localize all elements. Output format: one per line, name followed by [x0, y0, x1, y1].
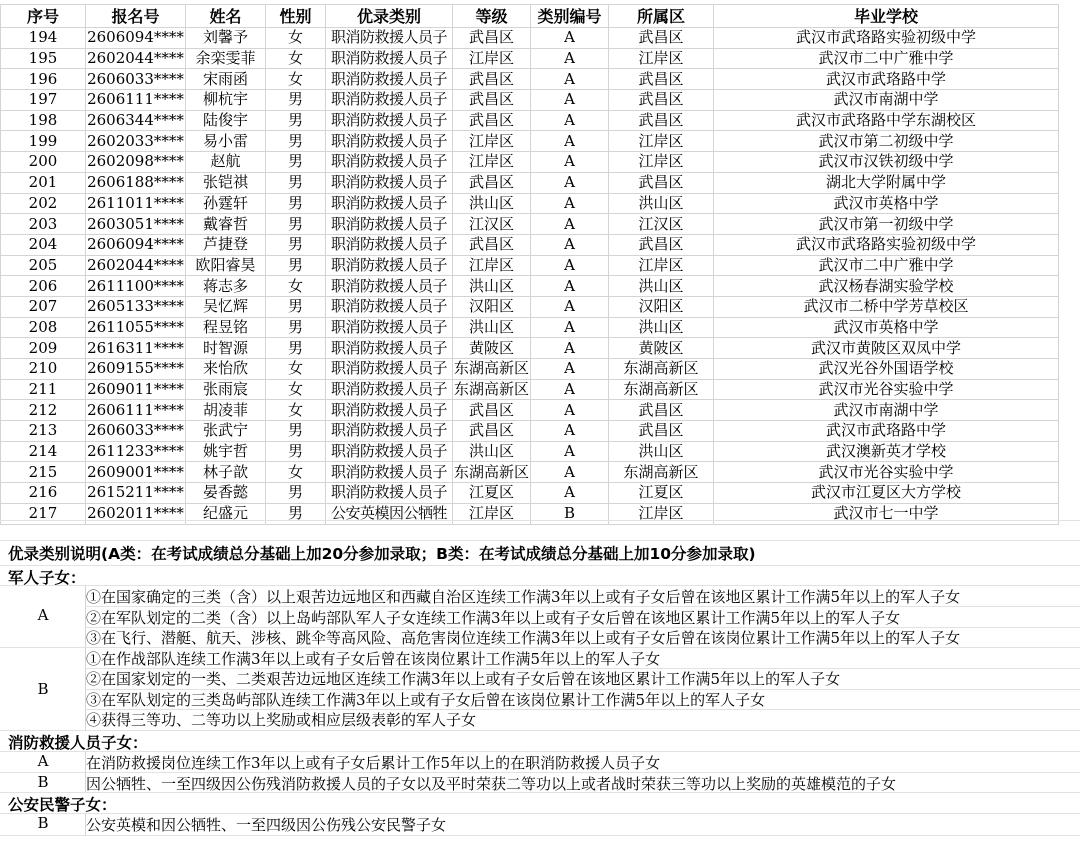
table-cell: 纪盛元 — [186, 503, 266, 524]
table-cell: 陆俊宇 — [186, 110, 266, 131]
notes-title: 优录类别说明(A类：在考试成绩总分基础上加20分参加录取；B类：在考试成绩总分基础上加10分参加录取) — [8, 545, 756, 563]
table-cell: A — [531, 379, 609, 400]
table-cell: A — [531, 193, 609, 214]
table-cell: A — [531, 48, 609, 69]
table-header-row — [1, 5, 1059, 28]
table-cell: 张铠祺 — [186, 172, 266, 193]
table-cell: 职消防救援人员子 — [326, 28, 453, 49]
table-cell: A — [531, 172, 609, 193]
table-cell: 200 — [1, 152, 86, 173]
table-cell: 职消防救援人员子 — [326, 483, 453, 504]
table-cell: 男 — [266, 441, 326, 462]
table-cell: 196 — [1, 69, 86, 90]
table-cell: 江岸区 — [609, 152, 714, 173]
table-cell: 江岸区 — [453, 503, 531, 524]
table-cell: 201 — [1, 172, 86, 193]
table-row — [1, 193, 1059, 214]
enrollment-table — [0, 4, 1059, 525]
table-cell: 214 — [1, 441, 86, 462]
table-row — [1, 379, 1059, 400]
table-cell: 武汉市南湖中学 — [714, 400, 1059, 421]
military-b-line: ③在军队划定的三类岛屿部队连续工作满3年以上或有子女后曾在该岗位累计工作满5年以上的军人子女 — [86, 691, 766, 709]
table-cell: 213 — [1, 421, 86, 442]
table-cell: 男 — [266, 193, 326, 214]
table-cell: 武昌区 — [609, 90, 714, 111]
table-cell: 职消防救援人员子 — [326, 234, 453, 255]
table-cell: 职消防救援人员子 — [326, 255, 453, 276]
table-cell: 197 — [1, 90, 86, 111]
table-cell: 2602033**** — [87, 131, 184, 150]
table-cell: 洪山区 — [609, 276, 714, 297]
table-cell: 东湖高新区 — [609, 379, 714, 400]
table-cell: 男 — [266, 131, 326, 152]
table-cell: 洪山区 — [453, 276, 531, 297]
table-cell: 2602044**** — [87, 49, 184, 68]
table-cell: 武汉市光谷实验中学 — [714, 462, 1059, 483]
table-cell: 206 — [1, 276, 86, 297]
table-row — [1, 317, 1059, 338]
table-cell: 男 — [266, 110, 326, 131]
military-b-code: B — [37, 680, 49, 698]
table-cell: A — [531, 462, 609, 483]
fire-b-code: B — [37, 773, 49, 791]
table-cell: 江岸区 — [609, 48, 714, 69]
table-cell: 汉阳区 — [609, 296, 714, 317]
table-cell: 武汉市武珞路中学 — [714, 421, 1059, 442]
military-a-line: ②在军队划定的二类（含）以上岛屿部队军人子女连续工作满3年以上或有子女后曾在该地区累计工作满5年以上的军人子女 — [86, 609, 901, 627]
table-cell: 柳杭宇 — [186, 90, 266, 111]
table-cell: 215 — [1, 462, 86, 483]
table-cell: 职消防救援人员子 — [326, 441, 453, 462]
table-cell: 职消防救援人员子 — [326, 359, 453, 380]
table-cell: 江岸区 — [609, 131, 714, 152]
table-cell: 女 — [266, 69, 326, 90]
table-cell: 武汉杨春湖实验学校 — [714, 276, 1059, 297]
table-row — [1, 90, 1059, 111]
table-cell: 汉阳区 — [453, 296, 531, 317]
table-cell: 女 — [266, 379, 326, 400]
table-cell: 2603051**** — [87, 214, 184, 233]
table-cell: 武昌区 — [453, 172, 531, 193]
police-b-code: B — [37, 814, 49, 832]
table-row — [1, 69, 1059, 90]
table-cell: A — [531, 255, 609, 276]
table-cell: 2606094**** — [87, 28, 184, 47]
table-cell: 职消防救援人员子 — [326, 214, 453, 235]
table-cell: 张武宁 — [186, 421, 266, 442]
column-header: 毕业学校 — [714, 5, 1059, 28]
table-cell: 2611011**** — [87, 193, 184, 212]
column-header: 姓名 — [186, 5, 266, 28]
table-cell: 职消防救援人员子 — [326, 379, 453, 400]
table-cell: 职消防救援人员子 — [326, 421, 453, 442]
table-cell: 2606094**** — [87, 235, 184, 254]
table-cell: 2611055**** — [87, 317, 184, 336]
table-cell: 职消防救援人员子 — [326, 90, 453, 111]
table-cell: 职消防救援人员子 — [326, 296, 453, 317]
table-cell: 武昌区 — [453, 69, 531, 90]
table-cell: 江夏区 — [453, 483, 531, 504]
table-cell: A — [531, 90, 609, 111]
table-cell: 男 — [266, 90, 326, 111]
table-cell: 男 — [266, 214, 326, 235]
table-cell: 武昌区 — [453, 110, 531, 131]
table-cell: 武昌区 — [453, 400, 531, 421]
table-cell: 男 — [266, 296, 326, 317]
table-cell: 洪山区 — [609, 441, 714, 462]
table-cell: 2609155**** — [87, 359, 184, 378]
table-cell: 姚宇哲 — [186, 441, 266, 462]
table-cell: A — [531, 234, 609, 255]
table-cell: 武昌区 — [609, 110, 714, 131]
table-cell: 时智源 — [186, 338, 266, 359]
table-cell: 2609011**** — [87, 380, 184, 399]
table-cell: 男 — [266, 317, 326, 338]
table-cell: 210 — [1, 359, 86, 380]
column-header: 类别编号 — [531, 5, 609, 28]
table-cell: 武汉市二中广雅中学 — [714, 255, 1059, 276]
table-cell: A — [531, 28, 609, 49]
table-cell: 男 — [266, 338, 326, 359]
table-cell: A — [531, 441, 609, 462]
table-cell: 武汉光谷外国语学校 — [714, 359, 1059, 380]
table-cell: 武汉市第一初级中学 — [714, 214, 1059, 235]
table-row — [1, 359, 1059, 380]
table-row — [1, 234, 1059, 255]
column-header: 序号 — [1, 5, 86, 28]
table-row — [1, 255, 1059, 276]
military-a-code: A — [37, 606, 49, 624]
table-cell: 2602011**** — [87, 504, 184, 523]
table-cell: 职消防救援人员子 — [326, 152, 453, 173]
table-cell: A — [531, 276, 609, 297]
table-cell: A — [531, 359, 609, 380]
table-cell: 202 — [1, 193, 86, 214]
table-cell: 江岸区 — [609, 255, 714, 276]
table-cell: 武汉市南湖中学 — [714, 90, 1059, 111]
table-cell: A — [531, 400, 609, 421]
police-heading: 公安民警子女： — [8, 796, 117, 814]
table-cell: 武昌区 — [609, 234, 714, 255]
table-cell: 余栾雯菲 — [186, 48, 266, 69]
column-header: 所属区 — [609, 5, 714, 28]
table-cell: A — [531, 214, 609, 235]
table-cell: A — [531, 296, 609, 317]
table-cell: 武汉市武珞路实验初级中学 — [714, 28, 1059, 49]
table-cell: 江岸区 — [453, 255, 531, 276]
table-cell: 孙霆轩 — [186, 193, 266, 214]
table-cell: 2606188**** — [87, 173, 184, 192]
table-cell: 刘馨予 — [186, 28, 266, 49]
table-cell: 武汉市武珞路中学 — [714, 69, 1059, 90]
table-row — [1, 152, 1059, 173]
table-cell: 武汉市汉铁初级中学 — [714, 152, 1059, 173]
table-cell: 公安英模因公牺牲 — [326, 503, 453, 524]
table-row — [1, 421, 1059, 442]
table-cell: 黄陂区 — [453, 338, 531, 359]
table-cell: 2611233**** — [87, 442, 184, 461]
table-cell: 198 — [1, 110, 86, 131]
table-cell: 胡凌菲 — [186, 400, 266, 421]
table-cell: 职消防救援人员子 — [326, 193, 453, 214]
table-cell: 武昌区 — [453, 28, 531, 49]
table-cell: A — [531, 69, 609, 90]
table-cell: A — [531, 152, 609, 173]
military-b-line: ①在作战部队连续工作满3年以上或有子女后曾在该岗位累计工作满5年以上的军人子女 — [86, 650, 661, 668]
table-cell: 武汉市光谷实验中学 — [714, 379, 1059, 400]
table-cell: 208 — [1, 317, 86, 338]
table-cell: 女 — [266, 28, 326, 49]
table-cell: 洪山区 — [453, 441, 531, 462]
table-cell: 2606033**** — [87, 421, 184, 440]
table-cell: 女 — [266, 462, 326, 483]
table-cell: 2606033**** — [87, 69, 184, 88]
table-cell: 205 — [1, 255, 86, 276]
table-cell: 职消防救援人员子 — [326, 400, 453, 421]
table-cell: 东湖高新区 — [453, 462, 529, 481]
table-cell: 武汉市武珞路中学东湖校区 — [714, 110, 1059, 131]
table-row — [1, 276, 1059, 297]
table-cell: 男 — [266, 503, 326, 524]
table-cell: 林子歆 — [186, 462, 266, 483]
table-cell: 204 — [1, 234, 86, 255]
table-cell: 洪山区 — [609, 317, 714, 338]
military-a-line: ①在国家确定的三类（含）以上艰苦边远地区和西藏自治区连续工作满3年以上或有子女后曾在该地区累计工作满5年以上的军人子女 — [86, 588, 961, 606]
table-cell: A — [531, 110, 609, 131]
military-b-line: ④获得三等功、二等功以上奖励或相应层级表彰的军人子女 — [86, 711, 477, 729]
table-cell: 武昌区 — [609, 172, 714, 193]
table-cell: 195 — [1, 48, 86, 69]
column-header: 报名号 — [86, 5, 186, 28]
table-cell: 武汉市英格中学 — [714, 317, 1059, 338]
table-cell: 江岸区 — [453, 131, 531, 152]
table-cell: 211 — [1, 379, 86, 400]
table-cell: 湖北大学附属中学 — [714, 172, 1059, 193]
military-b-line: ②在国家划定的一类、二类艰苦边远地区连续工作满3年以上或有子女后曾在该地区累计工作满5年以上的军人子女 — [86, 670, 841, 688]
table-cell: 武昌区 — [453, 421, 531, 442]
table-cell: 2606111**** — [87, 400, 184, 419]
table-row — [1, 296, 1059, 317]
table-cell: 职消防救援人员子 — [326, 110, 453, 131]
table-cell: 199 — [1, 131, 86, 152]
table-cell: 2602098**** — [87, 152, 184, 171]
table-cell: 武汉市二桥中学芳草校区 — [714, 296, 1059, 317]
column-header: 性别 — [266, 5, 326, 28]
table-cell: 212 — [1, 400, 86, 421]
table-cell: 女 — [266, 359, 326, 380]
table-cell: 江岸区 — [453, 152, 531, 173]
table-cell: 吴忆辉 — [186, 296, 266, 317]
table-cell: 洪山区 — [453, 317, 531, 338]
table-cell: 张雨宸 — [186, 379, 266, 400]
table-cell: 来怡欣 — [186, 359, 266, 380]
table-cell: 武汉市二中广雅中学 — [714, 48, 1059, 69]
column-header: 优录类别 — [326, 5, 453, 28]
table-cell: 男 — [266, 483, 326, 504]
table-cell: 武昌区 — [609, 28, 714, 49]
table-cell: 蒋志多 — [186, 276, 266, 297]
table-cell: 2606344**** — [87, 111, 184, 130]
table-cell: 江夏区 — [609, 483, 714, 504]
table-cell: 江岸区 — [453, 48, 531, 69]
table-cell: 职消防救援人员子 — [326, 48, 453, 69]
table-cell: 晏香懿 — [186, 483, 266, 504]
table-cell: 戴睿哲 — [186, 214, 266, 235]
table-cell: 宋雨函 — [186, 69, 266, 90]
table-cell: 洪山区 — [453, 193, 531, 214]
table-cell: 职消防救援人员子 — [326, 317, 453, 338]
table-cell: A — [531, 421, 609, 442]
table-cell: 赵航 — [186, 152, 266, 173]
table-row — [1, 400, 1059, 421]
table-cell: 武汉市英格中学 — [714, 193, 1059, 214]
table-row — [1, 131, 1059, 152]
table-cell: 武汉市黄陂区双凤中学 — [714, 338, 1059, 359]
table-cell: 216 — [1, 483, 86, 504]
table-cell: 209 — [1, 338, 86, 359]
table-cell: 武汉市武珞路实验初级中学 — [714, 234, 1059, 255]
table-cell: 职消防救援人员子 — [326, 172, 453, 193]
fire-b-line: 因公牺牲、一至四级因公伤残消防救援人员的子女以及平时荣获二等功以上或者战时荣获三等功以上奖励的英雄模范的子女 — [86, 775, 897, 793]
table-cell: 江岸区 — [609, 503, 714, 524]
table-cell: 东湖高新区 — [453, 359, 529, 378]
table-row — [1, 28, 1059, 49]
table-cell: 武昌区 — [453, 90, 531, 111]
table-row — [1, 172, 1059, 193]
table-cell: 欧阳睿昊 — [186, 255, 266, 276]
table-cell: 男 — [266, 255, 326, 276]
table-cell: 女 — [266, 48, 326, 69]
table-cell: 女 — [266, 276, 326, 297]
table-cell: 武昌区 — [609, 400, 714, 421]
table-cell: 程昱铭 — [186, 317, 266, 338]
military-a-line: ③在飞行、潜艇、航天、涉核、跳伞等高风险、高危害岗位连续工作满3年以上或有子女后曾在该岗位累计工作满5年以上的军人子女 — [86, 629, 961, 647]
table-cell: 职消防救援人员子 — [326, 69, 453, 90]
table-row — [1, 441, 1059, 462]
table-cell: 武汉澳新英才学校 — [714, 441, 1059, 462]
table-row — [1, 338, 1059, 359]
table-cell: B — [531, 503, 609, 524]
table-cell: 江汉区 — [609, 214, 714, 235]
table-cell: 职消防救援人员子 — [326, 462, 453, 483]
table-cell: A — [531, 131, 609, 152]
table-cell: 2602044**** — [87, 255, 184, 274]
table-cell: 男 — [266, 152, 326, 173]
table-cell: 2611100**** — [87, 276, 184, 295]
table-cell: 2606111**** — [87, 90, 184, 109]
fire-a-code: A — [37, 752, 49, 770]
table-cell: 2616311**** — [87, 338, 184, 357]
table-cell: 2609001**** — [87, 462, 184, 481]
table-cell: A — [531, 317, 609, 338]
table-cell: 职消防救援人员子 — [326, 131, 453, 152]
table-cell: 2615211**** — [87, 483, 184, 502]
table-cell: A — [531, 338, 609, 359]
table-row — [1, 462, 1059, 483]
table-cell: 江汉区 — [453, 214, 531, 235]
table-cell: 武汉市七一中学 — [714, 503, 1059, 524]
table-cell: 易小雷 — [186, 131, 266, 152]
table-row — [1, 110, 1059, 131]
table-cell: 194 — [1, 28, 86, 49]
table-cell: 东湖高新区 — [453, 380, 529, 399]
table-cell: 东湖高新区 — [609, 359, 714, 380]
table-cell: 武昌区 — [609, 69, 714, 90]
table-cell: 职消防救援人员子 — [326, 338, 453, 359]
table-cell: 职消防救援人员子 — [326, 276, 453, 297]
table-cell: A — [531, 483, 609, 504]
table-body — [1, 28, 1059, 525]
table-cell: 黄陂区 — [609, 338, 714, 359]
table-cell: 2605133**** — [87, 297, 184, 316]
table-cell: 男 — [266, 234, 326, 255]
police-b-line: 公安英模和因公牺牲、一至四级因公伤残公安民警子女 — [86, 816, 447, 834]
military-heading: 军人子女： — [8, 569, 86, 587]
table-cell: 东湖高新区 — [609, 462, 714, 483]
table-cell: 武汉市第二初级中学 — [714, 131, 1059, 152]
table-cell: 芦捷登 — [186, 234, 266, 255]
table-cell: 洪山区 — [609, 193, 714, 214]
fire-a-line: 在消防救援岗位连续工作3年以上或有子女后累计工作5年以上的在职消防救援人员子女 — [86, 754, 661, 772]
table-cell: 武汉市江夏区大方学校 — [714, 483, 1059, 504]
table-cell: 男 — [266, 421, 326, 442]
table-cell: 217 — [1, 503, 86, 524]
table-cell: 男 — [266, 172, 326, 193]
table-row — [1, 483, 1059, 504]
table-cell: 207 — [1, 296, 86, 317]
table-cell: 203 — [1, 214, 86, 235]
table-row — [1, 214, 1059, 235]
table-cell: 武昌区 — [453, 234, 531, 255]
table-cell: 武昌区 — [609, 421, 714, 442]
table-cell: 女 — [266, 400, 326, 421]
fire-heading: 消防救援人员子女： — [8, 734, 148, 752]
column-header: 等级 — [453, 5, 531, 28]
table-row — [1, 48, 1059, 69]
